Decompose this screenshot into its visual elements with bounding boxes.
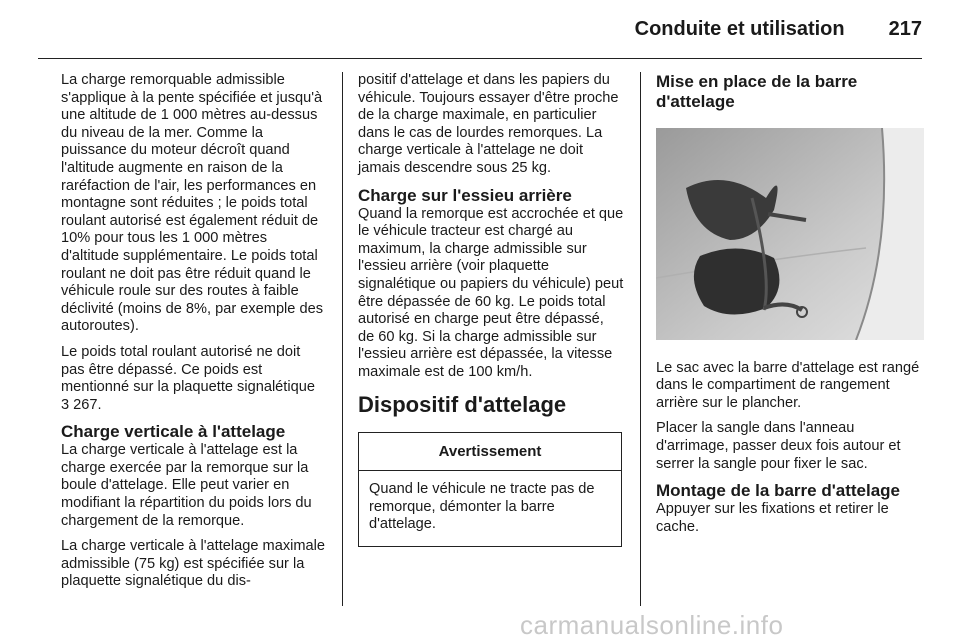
column-1: [61, 72, 325, 599]
section-title: Conduite et utilisation: [634, 18, 845, 40]
page-header: [635, 18, 922, 41]
page-number: 217: [888, 18, 922, 40]
paragraph-vertical-load: La charge verticale à l'attelage est la charge exercée par la remorque sur la boule d'attelage. Elle peut varier en modifiant la répartition du poids lors du chargement de la remorque.: [61, 442, 312, 529]
heading-towing-device: Dispositif d'attelage: [358, 391, 567, 417]
column-divider-2: [640, 72, 641, 606]
watermark-text: carmanualsonline.info: [520, 610, 784, 640]
tow-bar-bag-photo: [656, 128, 924, 340]
column-2: [358, 72, 624, 547]
warning-box: [358, 432, 622, 547]
paragraph-towing-altitude: La charge remorquable admissible s'applique à la pente spécifiée et jusqu'à une altitude de 1 000 mètres au-dessus du niveau de la mer. Comme la puissance du moteur décroît quand l'altitude augmente en raison de la raréfaction de l'air, les performances en montagne sont réduites ; le poids total roulant autorisé est également réduit de 10% pour tous les 1 000 mètres d'altitude supplémentaire. Le poids total roulant ne doit pas être réduit quand le véhicule roule sur des routes à faible déclivité (moins de 8%, par exemple des autoroutes).: [61, 72, 324, 335]
warning-text: Quand le véhicule ne tracte pas de remorque, démonter la barre d'attelage.: [369, 481, 595, 533]
paragraph-vertical-load-max: La charge verticale à l'attelage maximale admissible (75 kg) est spécifiée sur la plaquette signalétique du dis-: [61, 538, 325, 590]
heading-setup-tow-bar: Mise en place de la barre d'attelage: [656, 72, 858, 111]
column-3: [656, 72, 924, 544]
paragraph-vertical-load-cont: positif d'attelage et dans les papiers du véhicule. Toujours essayer d'être proche de la charge maximale, en particulier dans le cas de lourdes remorques. La charge verticale à l'attelage ne doit jamais descendre sous 25 kg.: [358, 72, 619, 176]
column-divider-1: [342, 72, 343, 606]
paragraph-remove-cover: Appuyer sur les fixations et retirer le cache.: [656, 501, 889, 535]
heading-vertical-load: Charge verticale à l'attelage: [61, 422, 286, 442]
paragraph-bag-storage: Le sac avec la barre d'attelage est rangé dans le compartiment de rangement arrière sur le plancher.: [656, 359, 920, 411]
heading-rear-axle-load: Charge sur l'essieu arrière: [358, 185, 572, 205]
paragraph-total-weight: Le poids total roulant autorisé ne doit pas être dépassé. Ce poids est mentionné sur la plaquette signalétique 3 267.: [61, 343, 315, 413]
header-divider: [38, 58, 922, 59]
paragraph-strap: Placer la sangle dans l'anneau d'arrimage, passer deux fois autour et serrer la sangle pour fixer le sac.: [656, 420, 901, 472]
paragraph-rear-axle-load: Quand la remorque est accrochée et que le véhicule tracteur est chargé au maximum, la charge admissible sur l'essieu arrière (voir plaquette signalétique ou papiers du véhicule) peut être dépassée de 60 kg. Le poids total autorisé en charge peut être dépassé, de 60 kg. Si la charge admissible sur l'essieu arrière est dépassée, la vitesse maximale est de 100 km/h.: [358, 205, 624, 380]
warning-title: Avertissement: [359, 433, 621, 472]
heading-mount-tow-bar: Montage de la barre d'attelage: [656, 481, 900, 501]
page-reference-link[interactable]: 3 267.: [61, 396, 102, 413]
